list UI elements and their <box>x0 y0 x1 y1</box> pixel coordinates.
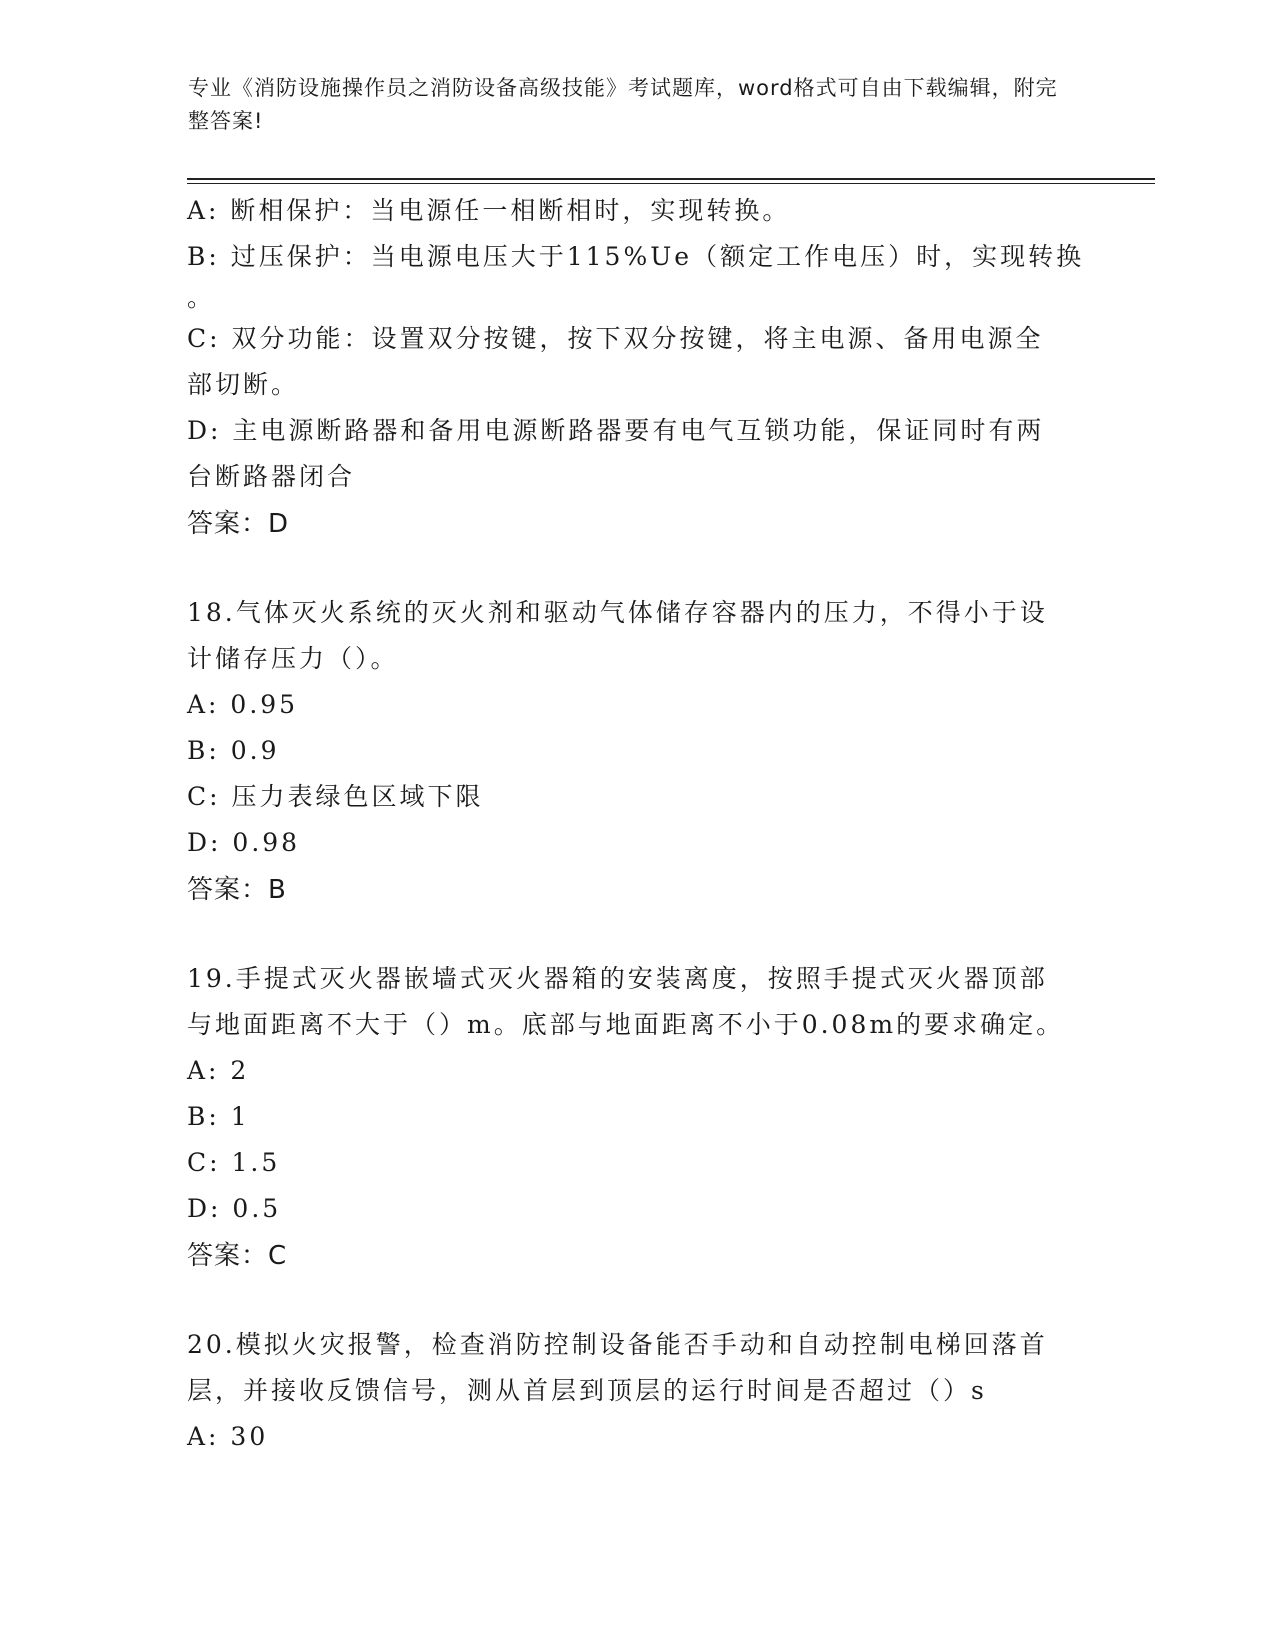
option-a: A: 0.95 <box>187 690 299 719</box>
question-content <box>187 188 1087 1460</box>
option-line: B: 过压保护：当电源电压大于115%Ue（额定工作电压）时，实现转换 <box>187 242 1085 271</box>
answer-label: 答案：D <box>187 509 290 539</box>
option-line: 台断路器闭合 <box>187 462 356 491</box>
question-stem: 18.气体灭火系统的灭火剂和驱动气体储存容器内的压力，不得小于设 <box>187 598 1048 627</box>
question-stem: 20.模拟火灾报警，检查消防控制设备能否手动和自动控制电梯回落首 <box>187 1330 1048 1359</box>
document-header: 专业《消防设施操作员之消防设备高级技能》考试题库，word格式可自由下载编辑，附完整答案! <box>188 76 1058 133</box>
question-stem: 层，并接收反馈信号，测从首层到顶层的运行时间是否超过（）s <box>187 1376 987 1405</box>
question-19 <box>187 956 1087 1280</box>
option-a: A: 2 <box>187 1056 250 1085</box>
option-c: C: 1.5 <box>187 1148 281 1177</box>
option-line: C: 双分功能：设置双分按键，按下双分按键，将主电源、备用电源全 <box>187 324 1044 353</box>
option-c: C: 压力表绿色区域下限 <box>187 782 484 811</box>
option-b: B: 1 <box>187 1102 250 1131</box>
option-d: D: 0.5 <box>187 1194 282 1223</box>
prev-question-options <box>187 188 1087 500</box>
answer-label: 答案：C <box>187 1241 288 1271</box>
option-line: D: 主电源断路器和备用电源断路器要有电气互锁功能，保证同时有两 <box>187 416 1045 445</box>
question-stem: 与地面距离不大于（）m。底部与地面距离不小于0.08m的要求确定。 <box>187 1010 1065 1039</box>
question-stem: 计储存压力（）。 <box>187 644 399 673</box>
question-stem: 19.手提式灭火器嵌墙式灭火器箱的安装离度，按照手提式灭火器顶部 <box>187 964 1048 993</box>
header-divider-thick <box>187 178 1155 180</box>
option-d: D: 0.98 <box>187 828 301 857</box>
question-18 <box>187 590 1087 914</box>
option-b: B: 0.9 <box>187 736 280 765</box>
answer-label: 答案：B <box>187 875 287 905</box>
option-line: A: 断相保护：当电源任一相断相时，实现转换。 <box>187 196 791 225</box>
header-divider-thin <box>187 183 1155 184</box>
question-20 <box>187 1322 1087 1460</box>
option-a: A: 30 <box>187 1422 269 1451</box>
option-line: 。 <box>187 283 216 312</box>
option-line: 部切断。 <box>187 370 300 399</box>
